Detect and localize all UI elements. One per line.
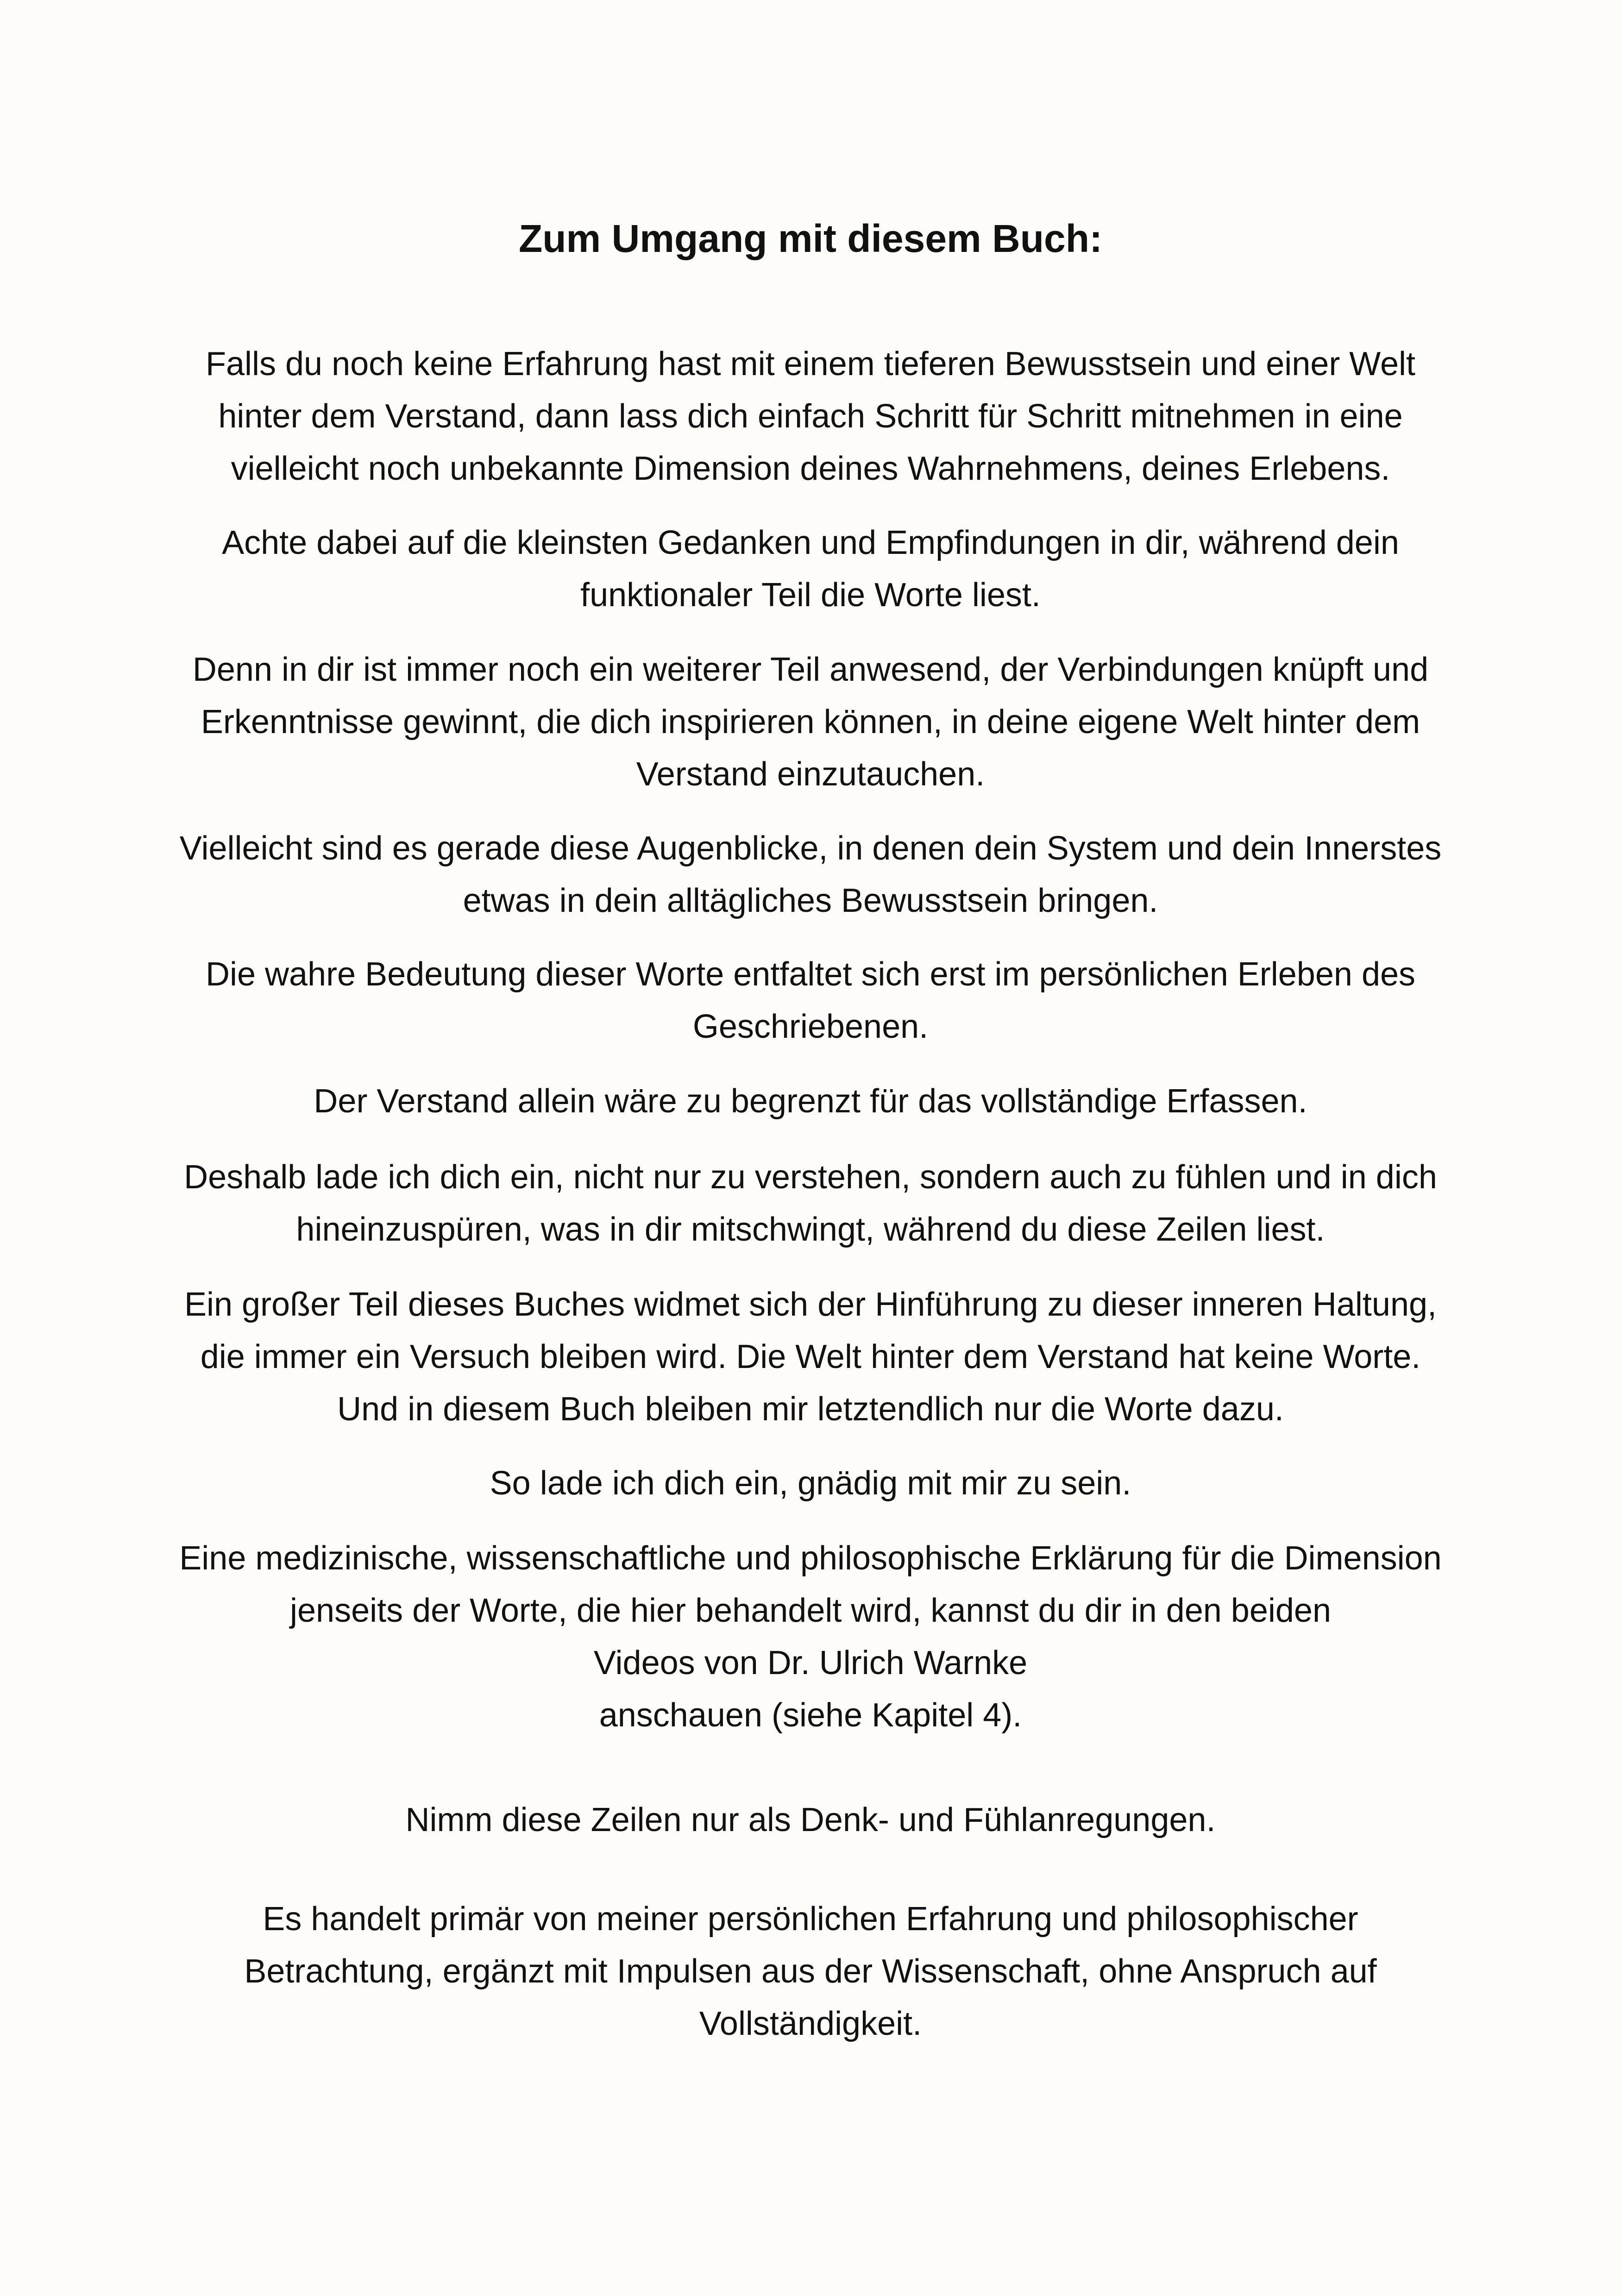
paragraph-line: Achte dabei auf die kleinsten Gedanken und Empfindungen in dir, während dein [222,524,1399,561]
paragraph-line: Deshalb lade ich dich ein, nicht nur zu verstehen, sondern auch zu fühlen und in dich [184,1159,1437,1196]
paragraph-invitation-feel [116,1151,1505,1256]
paragraph-line: anschauen (siehe Kapitel 4). [599,1697,1022,1734]
paragraph-line: Nimm diese Zeilen nur als Denk- und Fühlanregungen. [405,1801,1216,1838]
paragraph-inner-part [116,644,1505,801]
paragraph-line: funktionaler Teil die Worte liest. [580,577,1041,614]
paragraph-moments [116,822,1505,927]
paragraph-meaning [116,948,1505,1053]
paragraph-line: Vielleicht sind es gerade diese Augenblicke, in denen dein System und dein Innerstes [179,830,1442,867]
paragraph-line: Es handelt primär von meiner persönlichen Erfahrung und philosophischer [263,1901,1358,1938]
paragraph-line: etwas in dein alltägliches Bewusstsein bringen. [463,882,1158,919]
paragraph-line: vielleicht noch unbekannte Dimension deines Wahrnehmens, deines Erlebens. [231,450,1390,487]
paragraph-book-purpose [116,1279,1505,1436]
paragraph-line: Der Verstand allein wäre zu begrenzt für das vollständige Erfassen. [314,1083,1307,1120]
paragraph-line: So lade ich dich ein, gnädig mit mir zu sein. [490,1465,1131,1502]
paragraph-line: die immer ein Versuch bleiben wird. Die Welt hinter dem Verstand hat keine Worte. [200,1338,1421,1375]
paragraph-line: Videos von Dr. Ulrich Warnke [593,1644,1028,1681]
paragraph-line: Verstand einzutauchen. [636,756,985,793]
paragraph-line: Denn in dir ist immer noch ein weiterer Teil anwesend, der Verbindungen knüpft und [192,651,1429,688]
paragraph-intro [116,338,1505,495]
paragraph-line: Geschriebenen. [692,1008,929,1045]
paragraph-line: Und in diesem Buch bleiben mir letztendlich nur die Worte dazu. [337,1391,1284,1428]
paragraph-line: Erkenntnisse gewinnt, die dich inspirieren können, in deine eigene Welt hinter dem [201,703,1420,740]
paragraph-suggestions [116,1794,1505,1846]
paragraph-line: Ein großer Teil dieses Buches widmet sich der Hinführung zu dieser inneren Haltung, [184,1286,1437,1323]
paragraph-mind-limited [116,1075,1505,1128]
paragraph-line: jenseits der Worte, die hier behandelt wird, kannst du dir in den beiden [289,1592,1332,1629]
paragraph-experience [116,1893,1505,2050]
paragraph-gracious [116,1457,1505,1510]
paragraph-line: Betrachtung, ergänzt mit Impulsen aus der Wissenschaft, ohne Anspruch auf [244,1953,1377,1990]
paragraph-line: hineinzuspüren, was in dir mitschwingt, während du diese Zeilen liest. [296,1211,1325,1248]
paragraph-line: Die wahre Bedeutung dieser Worte entfaltet sich erst im persönlichen Erleben des [205,956,1416,993]
page-title: Zum Umgang mit diesem Buch: [518,217,1103,260]
paragraph-line: hinter dem Verstand, dann lass dich einfach Schritt für Schritt mitnehmen in eine [218,398,1403,435]
paragraph-line: Vollständigkeit. [699,2005,922,2042]
paragraph-attention [116,517,1505,621]
paragraph-line: Falls du noch keine Erfahrung hast mit einem tieferen Bewusstsein und einer Welt [205,345,1416,383]
paragraph-explanation [116,1532,1505,1742]
paragraph-line: Eine medizinische, wissenschaftliche und philosophische Erklärung für die Dimension [179,1540,1442,1577]
